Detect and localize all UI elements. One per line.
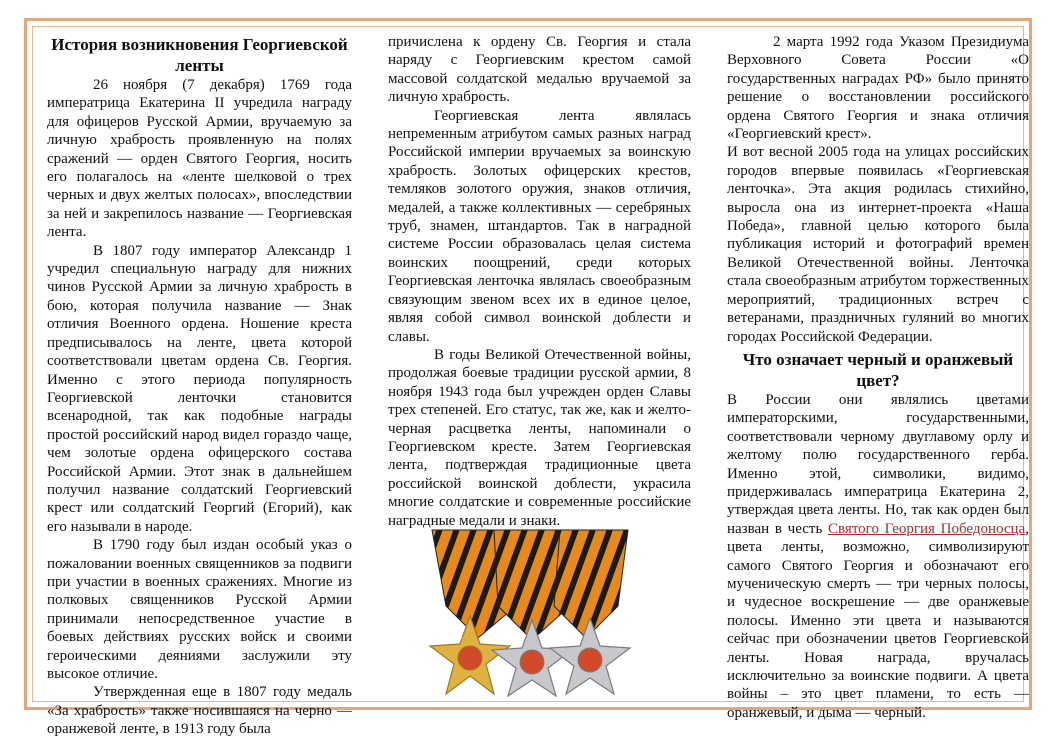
column-3 [727, 33, 1029, 724]
paragraph: Георгиевская лента являлась непременным атрибутом самых разных наград Российской империи вручаемых за воинскую храбрость. Золотых офицерских крестов, темляков золотого оружия, знаков отличия, медалей, а также коллективных — серебряных труб, знамен, штандартов. Так в наградной системе России образовалась целая система воинских поощрений, среди которых Георгиевская ленточка являлась своеобразным связующим звеном всех их в единое целое, являя собой символ воинской доблести и славы. [388, 107, 691, 345]
paragraph: причислена к ордену Св. Георгия и стала наряду с Георгиевским крестом самой массовой солдатской медалью вручаемой за личную храбрость. [388, 34, 691, 106]
paragraph: В 1790 году был издан особый указ о пожаловании военных священников за подвиги при участии в военных сражениях. Многие из полковых священников Русской Армии принимали непосредственное участие в боевых действиях русских войск и своими героическими деяниями заслужили эту высокое отличие. [47, 537, 352, 682]
paragraph-text: В России они являлись цветами императорскими, государственными, соответствовали черному двуглавому орлу и желтому полю государственного герба. Именно этой, символики, видимо, придерживалась императрица Екатерина 2, утверждая цвета ленты. Но, так как орден был назван в честь [727, 391, 1029, 537]
paragraph: В годы Великой Отечественной войны, продолжая боевые традиции русской армии, 8 ноября 1943 года был учрежден орден Славы трех степеней. Его статус, так же, как и желто-черная расцветка ленты, напоминали о Георгиевском кресте. Затем Георгиевская лента, подтверждая традиционные цвета российской воинской доблести, украсила многие солдатские и современные российские наградные медали и знаки. [388, 346, 691, 529]
paragraph: Утвержденная еще в 1807 году медаль «За храбрость» также носившаяся на черно — оранжевой ленте, в 1913 году была [47, 684, 352, 738]
paragraph-text: , цвета ленты, возможно, символизируют самого Святого Георгия и обозначают его мученическую смерть — три черных полосы, и чудесное воскрешение — две оранжевые полосы. Именно эти цвета и называются сейчас при обозначении цветов Георгиевской ленты. Новая награда, вручалась исключительно за воинские подвиги. А цвета войны – это цвет пламени, то есть — оранжевый, и дыма — черный. [727, 520, 1029, 721]
order-of-glory-medals-image [420, 528, 642, 698]
paragraph: 2 марта 1992 года Указом Президиума Верховного Совета России «О государственных наградах РФ» было принято решение о восстановлении российского ордена Святого Георгия и знака отличия «Георгиевский крест». [727, 34, 1029, 143]
star-silver-icon [492, 620, 572, 696]
paragraph: И вот весной 2005 года на улицах российских городов впервые появилась «Георгиевская ленточка». Эта акция родилась стихийно, выросла она из интернет-проекта «Наша Победа», главной целью которого была публикация историй и фотографий времен Великой Отечественной войны. Ленточка стала своеобразным атрибутом торжественных мероприятий, традиционных встреч с ветеранами, праздничных гуляний во многих городах Российской Федерации. [727, 144, 1029, 345]
star-silver-icon [550, 618, 630, 694]
paragraph: В 1807 году император Александр 1 учредил специальную награду для нижних чинов Русской Армии за личную храбрость в бою, которая получила название — Знак отличия Военного ордена. Ношение креста предписывалось на ленте, цвета которой соответствовали цветам ордена Св. Георгия. Именно с этого периода популярность Георгиевской ленточки становится всенародной, так как подобные награды простой российский народ видел гораздо чаще, чем золотые ордена офицерского состава Российской Армии. Этот знак в дальнейшем получил название солдатский Георгиевский крест или солдатский Георгий (Егорий), как его называли в народе. [47, 242, 352, 535]
paragraph [727, 391, 1029, 722]
saint-george-link[interactable]: Святого Георгия Победоносца [828, 520, 1026, 537]
column-1 [47, 34, 352, 738]
article-title: История возникновения Георгиевской ленты [51, 35, 348, 75]
paragraph: 26 ноября (7 декабря) 1769 года императрица Екатерина II учредила награду для офицеров Русской Армии, вручаемую за личную храбрость проявленную на полях сражений — орден Святого Георгия, носить его полагалось на «ленте шелковой о трех черных и двух желтых полосах», впоследствии за ней и закрепилось название — Георгиевская лента. [47, 77, 352, 241]
section-heading: Что означает черный и оранжевый цвет? [742, 349, 1014, 390]
